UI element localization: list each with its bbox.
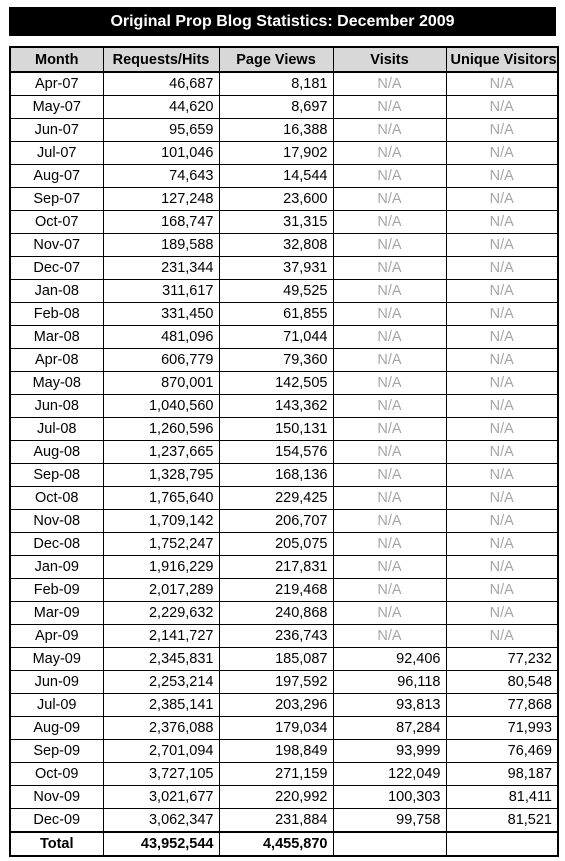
requests-hits-cell: 331,450 (103, 303, 219, 326)
requests-hits-cell: 870,001 (103, 372, 219, 395)
month-cell: May-09 (10, 648, 103, 671)
statistics-table (9, 46, 559, 857)
month-cell: Sep-07 (10, 188, 103, 211)
table-row (10, 303, 558, 326)
visits-cell: 96,118 (333, 671, 446, 694)
month-cell: Mar-08 (10, 326, 103, 349)
visits-cell: 100,303 (333, 786, 446, 809)
requests-hits-cell: 95,659 (103, 119, 219, 142)
unique-visitors-cell: N/A (446, 556, 558, 579)
month-cell: Nov-07 (10, 234, 103, 257)
month-cell: Jan-08 (10, 280, 103, 303)
visits-cell: N/A (333, 326, 446, 349)
month-cell: Jun-09 (10, 671, 103, 694)
month-cell: Jun-07 (10, 119, 103, 142)
page-views-cell: 17,902 (219, 142, 333, 165)
month-cell: May-07 (10, 96, 103, 119)
column-header-page-views: Page Views (219, 47, 333, 72)
unique-visitors-cell: N/A (446, 188, 558, 211)
visits-cell: N/A (333, 165, 446, 188)
unique-visitors-cell: 77,232 (446, 648, 558, 671)
page-views-cell: 231,884 (219, 809, 333, 833)
total-label: Total (10, 832, 103, 856)
unique-visitors-cell: N/A (446, 326, 558, 349)
table-row (10, 740, 558, 763)
unique-visitors-cell: N/A (446, 96, 558, 119)
unique-visitors-cell: N/A (446, 280, 558, 303)
visits-cell: N/A (333, 142, 446, 165)
unique-visitors-cell: 81,521 (446, 809, 558, 833)
month-cell: Feb-09 (10, 579, 103, 602)
column-header-requests-hits: Requests/Hits (103, 47, 219, 72)
table-row (10, 211, 558, 234)
visits-cell: 92,406 (333, 648, 446, 671)
page-views-cell: 150,131 (219, 418, 333, 441)
month-cell: Dec-09 (10, 809, 103, 833)
page-views-cell: 168,136 (219, 464, 333, 487)
visits-cell: N/A (333, 487, 446, 510)
month-cell: Jun-08 (10, 395, 103, 418)
unique-visitors-cell: N/A (446, 211, 558, 234)
page-views-cell: 271,159 (219, 763, 333, 786)
month-cell: Sep-09 (10, 740, 103, 763)
page-views-cell: 8,697 (219, 96, 333, 119)
visits-cell: N/A (333, 257, 446, 280)
month-cell: Dec-08 (10, 533, 103, 556)
month-cell: Aug-09 (10, 717, 103, 740)
requests-hits-cell: 3,062,347 (103, 809, 219, 833)
requests-hits-cell: 44,620 (103, 96, 219, 119)
visits-cell: 93,813 (333, 694, 446, 717)
unique-visitors-cell: N/A (446, 119, 558, 142)
column-header-month: Month (10, 47, 103, 72)
visits-cell: N/A (333, 96, 446, 119)
page-views-cell: 61,855 (219, 303, 333, 326)
month-cell: Nov-09 (10, 786, 103, 809)
page-views-cell: 236,743 (219, 625, 333, 648)
visits-cell: N/A (333, 372, 446, 395)
table-row (10, 671, 558, 694)
table-row (10, 234, 558, 257)
requests-hits-cell: 1,328,795 (103, 464, 219, 487)
visits-cell: N/A (333, 280, 446, 303)
requests-hits-cell: 1,260,596 (103, 418, 219, 441)
unique-visitors-cell: N/A (446, 602, 558, 625)
unique-visitors-cell: N/A (446, 487, 558, 510)
page-views-cell: 185,087 (219, 648, 333, 671)
table-row (10, 510, 558, 533)
unique-visitors-cell: N/A (446, 533, 558, 556)
page-views-cell: 8,181 (219, 72, 333, 96)
table-row (10, 257, 558, 280)
table-row (10, 119, 558, 142)
table-row (10, 441, 558, 464)
page-views-cell: 179,034 (219, 717, 333, 740)
table-row (10, 786, 558, 809)
page-views-cell: 220,992 (219, 786, 333, 809)
requests-hits-cell: 1,765,640 (103, 487, 219, 510)
page-views-cell: 217,831 (219, 556, 333, 579)
page-views-cell: 198,849 (219, 740, 333, 763)
requests-hits-cell: 127,248 (103, 188, 219, 211)
unique-visitors-cell: N/A (446, 395, 558, 418)
requests-hits-cell: 3,727,105 (103, 763, 219, 786)
unique-visitors-cell: N/A (446, 464, 558, 487)
requests-hits-cell: 231,344 (103, 257, 219, 280)
page-views-cell: 219,468 (219, 579, 333, 602)
total-requests-hits: 43,952,544 (103, 832, 219, 856)
requests-hits-cell: 481,096 (103, 326, 219, 349)
unique-visitors-cell: N/A (446, 510, 558, 533)
visits-cell: N/A (333, 119, 446, 142)
requests-hits-cell: 2,376,088 (103, 717, 219, 740)
page-views-cell: 206,707 (219, 510, 333, 533)
unique-visitors-cell: 71,993 (446, 717, 558, 740)
month-cell: Jul-08 (10, 418, 103, 441)
requests-hits-cell: 606,779 (103, 349, 219, 372)
visits-cell: N/A (333, 188, 446, 211)
table-row (10, 464, 558, 487)
page-views-cell: 240,868 (219, 602, 333, 625)
page-views-cell: 16,388 (219, 119, 333, 142)
month-cell: Apr-07 (10, 72, 103, 96)
table-row (10, 96, 558, 119)
month-cell: Oct-07 (10, 211, 103, 234)
month-cell: Aug-07 (10, 165, 103, 188)
visits-cell: N/A (333, 349, 446, 372)
table-row (10, 372, 558, 395)
page-views-cell: 154,576 (219, 441, 333, 464)
requests-hits-cell: 46,687 (103, 72, 219, 96)
unique-visitors-cell: N/A (446, 234, 558, 257)
table-row (10, 694, 558, 717)
page-views-cell: 49,525 (219, 280, 333, 303)
unique-visitors-cell: 81,411 (446, 786, 558, 809)
table-row (10, 533, 558, 556)
page-views-cell: 79,360 (219, 349, 333, 372)
requests-hits-cell: 3,021,677 (103, 786, 219, 809)
visits-cell: N/A (333, 72, 446, 96)
table-row (10, 395, 558, 418)
table-row (10, 418, 558, 441)
unique-visitors-cell: N/A (446, 257, 558, 280)
month-cell: Jan-09 (10, 556, 103, 579)
requests-hits-cell: 1,040,560 (103, 395, 219, 418)
page-views-cell: 143,362 (219, 395, 333, 418)
visits-cell: N/A (333, 234, 446, 257)
unique-visitors-cell: N/A (446, 349, 558, 372)
visits-cell: N/A (333, 464, 446, 487)
page-views-cell: 31,315 (219, 211, 333, 234)
visits-cell: N/A (333, 556, 446, 579)
table-row (10, 809, 558, 833)
requests-hits-cell: 2,141,727 (103, 625, 219, 648)
requests-hits-cell: 74,643 (103, 165, 219, 188)
visits-cell: 87,284 (333, 717, 446, 740)
month-cell: Aug-08 (10, 441, 103, 464)
total-visits (333, 832, 446, 856)
table-row (10, 487, 558, 510)
unique-visitors-cell: N/A (446, 165, 558, 188)
requests-hits-cell: 311,617 (103, 280, 219, 303)
month-cell: Feb-08 (10, 303, 103, 326)
visits-cell: N/A (333, 533, 446, 556)
visits-cell: N/A (333, 418, 446, 441)
month-cell: Jul-07 (10, 142, 103, 165)
requests-hits-cell: 1,237,665 (103, 441, 219, 464)
unique-visitors-cell: N/A (446, 441, 558, 464)
page-views-cell: 32,808 (219, 234, 333, 257)
month-cell: May-08 (10, 372, 103, 395)
requests-hits-cell: 2,253,214 (103, 671, 219, 694)
unique-visitors-cell: N/A (446, 579, 558, 602)
requests-hits-cell: 189,588 (103, 234, 219, 257)
page-views-cell: 37,931 (219, 257, 333, 280)
unique-visitors-cell: 80,548 (446, 671, 558, 694)
requests-hits-cell: 2,017,289 (103, 579, 219, 602)
requests-hits-cell: 2,345,831 (103, 648, 219, 671)
table-row (10, 648, 558, 671)
visits-cell: N/A (333, 625, 446, 648)
total-row (10, 832, 558, 856)
total-page-views: 4,455,870 (219, 832, 333, 856)
visits-cell: N/A (333, 441, 446, 464)
table-row (10, 165, 558, 188)
table-row (10, 349, 558, 372)
month-cell: Apr-09 (10, 625, 103, 648)
page-views-cell: 203,296 (219, 694, 333, 717)
month-cell: Jul-09 (10, 694, 103, 717)
unique-visitors-cell: N/A (446, 142, 558, 165)
visits-cell: N/A (333, 602, 446, 625)
requests-hits-cell: 1,916,229 (103, 556, 219, 579)
table-row (10, 556, 558, 579)
requests-hits-cell: 1,752,247 (103, 533, 219, 556)
unique-visitors-cell: N/A (446, 303, 558, 326)
table-row (10, 326, 558, 349)
table-body (10, 72, 558, 832)
unique-visitors-cell: 76,469 (446, 740, 558, 763)
month-cell: Apr-08 (10, 349, 103, 372)
visits-cell: N/A (333, 395, 446, 418)
month-cell: Mar-09 (10, 602, 103, 625)
visits-cell: 122,049 (333, 763, 446, 786)
table-row (10, 280, 558, 303)
unique-visitors-cell: N/A (446, 72, 558, 96)
page-views-cell: 23,600 (219, 188, 333, 211)
requests-hits-cell: 2,385,141 (103, 694, 219, 717)
table-title: Original Prop Blog Statistics: December 2009 (9, 7, 556, 36)
page-views-cell: 205,075 (219, 533, 333, 556)
visits-cell: 99,758 (333, 809, 446, 833)
total-unique-visitors (446, 832, 558, 856)
requests-hits-cell: 168,747 (103, 211, 219, 234)
month-cell: Oct-09 (10, 763, 103, 786)
visits-cell: N/A (333, 211, 446, 234)
column-header-visits: Visits (333, 47, 446, 72)
header-row (10, 47, 558, 72)
table-row (10, 72, 558, 96)
month-cell: Dec-07 (10, 257, 103, 280)
table-row (10, 625, 558, 648)
unique-visitors-cell: N/A (446, 418, 558, 441)
visits-cell: N/A (333, 510, 446, 533)
requests-hits-cell: 101,046 (103, 142, 219, 165)
page-views-cell: 142,505 (219, 372, 333, 395)
table-row (10, 602, 558, 625)
month-cell: Oct-08 (10, 487, 103, 510)
requests-hits-cell: 2,701,094 (103, 740, 219, 763)
month-cell: Sep-08 (10, 464, 103, 487)
visits-cell: N/A (333, 303, 446, 326)
visits-cell: N/A (333, 579, 446, 602)
table-row (10, 142, 558, 165)
column-header-unique-visitors: Unique Visitors (446, 47, 558, 72)
unique-visitors-cell: N/A (446, 625, 558, 648)
page-views-cell: 197,592 (219, 671, 333, 694)
unique-visitors-cell: 98,187 (446, 763, 558, 786)
page-views-cell: 14,544 (219, 165, 333, 188)
table-row (10, 763, 558, 786)
unique-visitors-cell: N/A (446, 372, 558, 395)
requests-hits-cell: 1,709,142 (103, 510, 219, 533)
table-row (10, 579, 558, 602)
page-views-cell: 71,044 (219, 326, 333, 349)
month-cell: Nov-08 (10, 510, 103, 533)
page-views-cell: 229,425 (219, 487, 333, 510)
visits-cell: 93,999 (333, 740, 446, 763)
requests-hits-cell: 2,229,632 (103, 602, 219, 625)
unique-visitors-cell: 77,868 (446, 694, 558, 717)
table-row (10, 188, 558, 211)
table-row (10, 717, 558, 740)
